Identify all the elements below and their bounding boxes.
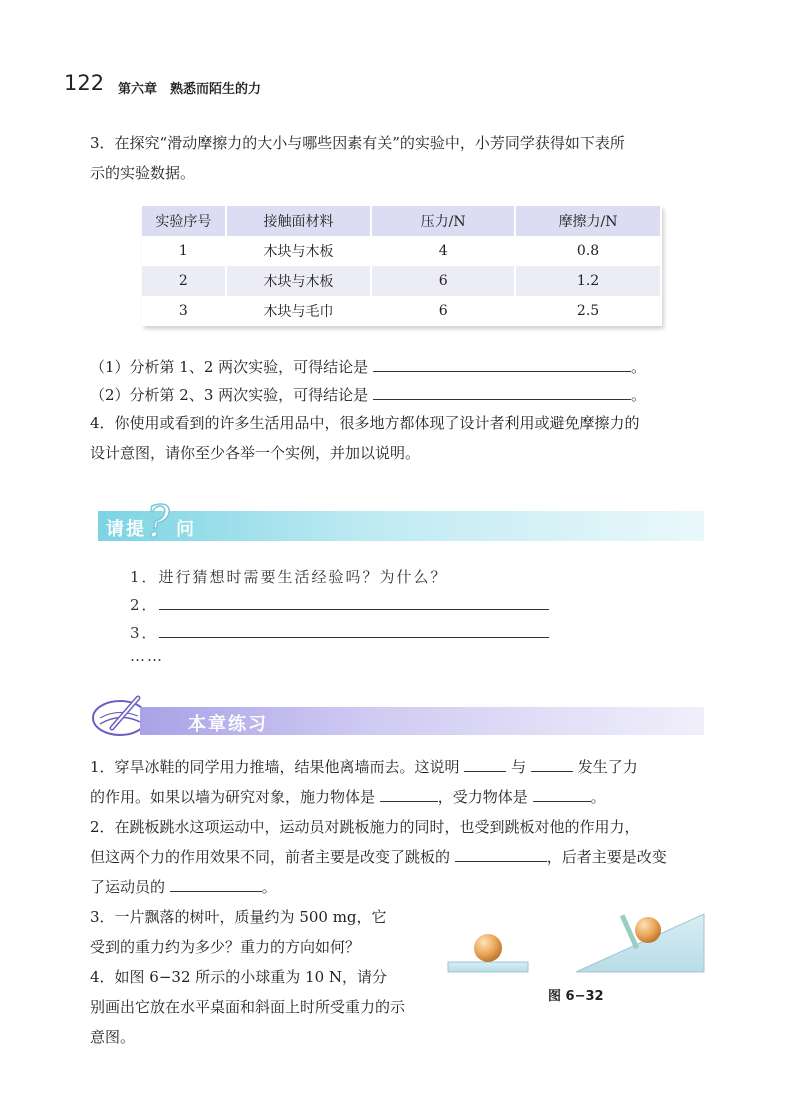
table-cell: 6	[371, 266, 515, 296]
q4-line1: 4．你使用或看到的许多生活用品中，很多地方都体现了设计者利用或避免摩擦力的	[90, 414, 640, 432]
table-cell: 1.2	[515, 266, 661, 296]
answer-blank[interactable]	[159, 599, 549, 610]
table-row	[142, 266, 661, 296]
ex2-line1: 2．在跳板跳水这项运动中，运动员对跳板施力的同时，也受到跳板对他的作用力，	[90, 818, 640, 836]
ex2-line3: 了运动员的 。	[90, 878, 277, 896]
table-cell: 木块与木板	[226, 266, 372, 296]
sub-question-1	[90, 352, 710, 382]
table-header: 实验序号	[142, 206, 226, 236]
ask-q1: 1．进行猜想时需要生活经验吗？为什么？	[130, 568, 448, 586]
ex1-line2: 的作用。如果以墙为研究对象，施力物体是 ，受力物体是 。	[90, 788, 606, 806]
table-cell: 2.5	[515, 296, 661, 326]
question-mark-icon	[142, 497, 182, 543]
ex4-line2: 别画出它放在水平桌面和斜面上时所受重力的示	[90, 998, 406, 1016]
ex3-line1: 3．一片飘落的树叶，质量约为 500 mg，它	[90, 908, 387, 926]
experiment-table	[142, 206, 662, 326]
answer-blank[interactable]	[531, 757, 573, 772]
table-row	[142, 296, 661, 326]
ball-on-table	[474, 934, 502, 962]
answer-blank[interactable]	[373, 357, 631, 372]
ask-q2: 2．	[130, 590, 549, 620]
answer-blank[interactable]	[373, 385, 631, 400]
exercise-banner-title: 本章练习	[188, 714, 268, 735]
table-cell: 4	[371, 236, 515, 266]
table-header: 接触面材料	[226, 206, 372, 236]
table-cell: 2	[142, 266, 226, 296]
answer-blank[interactable]	[533, 787, 591, 802]
table-header: 摩擦力/N	[515, 206, 661, 236]
q3-line1: 3．在探究“滑动摩擦力的大小与哪些因素有关”的实验中，小芳同学获得如下表所	[90, 134, 625, 152]
table-cell: 1	[142, 236, 226, 266]
q4-line2: 设计意图，请你至少各举一个实例，并加以说明。	[90, 444, 421, 462]
ex4-line1: 4．如图 6−32 所示的小球重为 10 N，请分	[90, 968, 388, 986]
answer-blank[interactable]	[464, 757, 506, 772]
table-surface	[448, 962, 528, 972]
table-cell: 6	[371, 296, 515, 326]
ask-ellipsis: ……	[130, 647, 164, 665]
sub2-prefix: （2）分析第 2、3 两次实验，可得结论是	[90, 386, 369, 404]
answer-blank[interactable]	[380, 787, 438, 802]
ex2-line2: 但这两个力的作用效果不同，前者主要是改变了跳板的 ，后者主要是改变	[90, 848, 667, 866]
table-cell: 木块与毛巾	[226, 296, 372, 326]
ex1-line1: 1．穿旱冰鞋的同学用力推墙，结果他离墙而去。这说明 与 发生了力	[90, 758, 638, 776]
table-cell: 木块与木板	[226, 236, 372, 266]
figure-6-32	[446, 910, 706, 980]
sub-question-2	[90, 380, 710, 410]
q3-line2: 示的实验数据。	[90, 164, 196, 182]
svg-text:?: ?	[146, 497, 170, 543]
sub2-end: 。	[630, 386, 646, 404]
sub1-end: 。	[630, 358, 646, 376]
sub1-prefix: （1）分析第 1、2 两次实验，可得结论是	[90, 358, 369, 376]
ex4-line3: 意图。	[90, 1028, 136, 1046]
ask-banner-title: 请提 问	[106, 519, 196, 540]
ex3-line2: 受到的重力约为多少？重力的方向如何？	[90, 938, 361, 956]
chapter-title: 第六章 熟悉而陌生的力	[118, 82, 262, 97]
table-header: 压力/N	[371, 206, 515, 236]
answer-blank[interactable]	[159, 627, 549, 638]
answer-blank[interactable]	[170, 877, 262, 892]
exercise-banner	[140, 707, 704, 735]
table-cell: 0.8	[515, 236, 661, 266]
table-row	[142, 236, 661, 266]
page-number: 122	[64, 71, 105, 95]
ball-on-incline	[635, 917, 661, 943]
table-header-row	[142, 206, 661, 236]
table-cell: 3	[142, 296, 226, 326]
figure-caption: 图 6−32	[548, 989, 604, 1004]
ask-q3: 3．	[130, 618, 549, 648]
ask-question-banner	[98, 497, 704, 543]
answer-blank[interactable]	[455, 847, 547, 862]
